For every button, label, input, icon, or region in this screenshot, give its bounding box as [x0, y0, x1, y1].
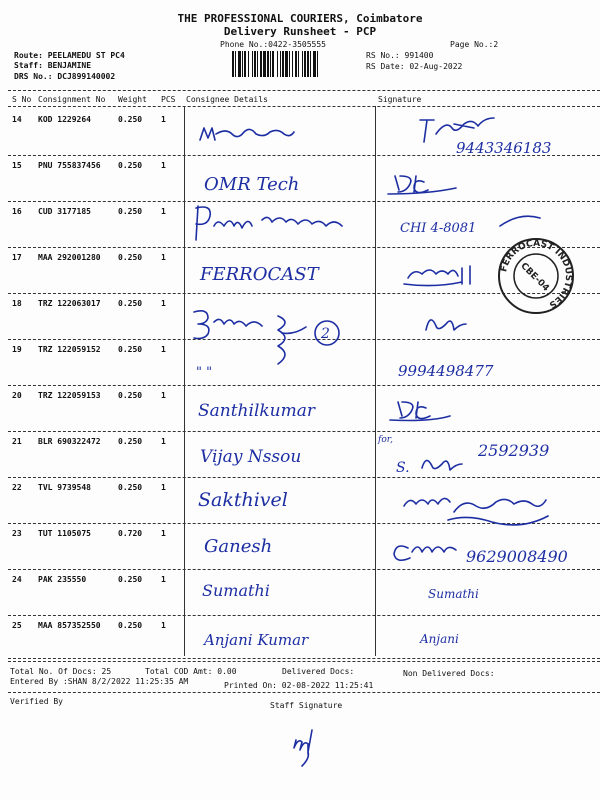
handwritten-signature-21	[377, 435, 549, 476]
page-number: Page No.:2	[450, 40, 499, 49]
row-weight: 0.250	[118, 161, 143, 170]
verified-by: Verified By	[10, 697, 63, 706]
handwritten-signature-23	[394, 546, 568, 566]
row-pcs: 1	[161, 115, 166, 124]
row-sno: 19	[12, 345, 22, 354]
barcode-bar	[242, 51, 243, 77]
row-sno: 21	[12, 437, 22, 446]
row-pcs: 1	[161, 207, 166, 216]
barcode-bar	[289, 51, 290, 77]
row-weight: 0.250	[118, 483, 143, 492]
row-pcs: 1	[161, 299, 166, 308]
row-pcs: 1	[161, 575, 166, 584]
row-consignment-no: TVL 9739548	[38, 483, 91, 492]
printed-on: Printed On: 02-08-2022 11:25:41	[224, 681, 374, 690]
barcode-bar	[292, 51, 293, 77]
row-sno: 16	[12, 207, 22, 216]
barcode-bar	[232, 51, 234, 77]
handwritten-consignee-17	[199, 264, 321, 285]
barcode-bar	[277, 51, 278, 77]
company-stamp	[496, 236, 576, 316]
row-divider	[8, 569, 600, 570]
barcode-bar	[313, 51, 316, 77]
handwritten-consignee-22	[198, 489, 288, 511]
barcode-bar	[263, 51, 266, 77]
svg-text:CHI 4-8081: CHI 4-8081	[400, 221, 477, 236]
row-consignment-no: TRZ 122059152	[38, 345, 101, 354]
svg-text:9994498477: 9994498477	[398, 362, 494, 380]
total-cod-amount: Total COD Amt: 0.00	[145, 667, 237, 676]
row-weight: 0.250	[118, 207, 143, 216]
signature-prefix-21: for,	[378, 435, 393, 445]
row-pcs: 1	[161, 391, 166, 400]
row-divider	[8, 523, 600, 524]
row-consignment-no: MAA 292001280	[38, 253, 101, 262]
handwritten-consignee-15	[204, 174, 299, 195]
handwritten-signature-15	[388, 176, 456, 194]
handwritten-consignee-19	[196, 365, 212, 380]
svg-text:2592939: 2592939	[478, 441, 550, 460]
column-rule-consignee	[184, 106, 185, 656]
row-divider	[8, 661, 600, 662]
row-sno: 24	[12, 575, 22, 584]
footer-bottom-divider	[8, 692, 600, 693]
stamp-inner-text: CBE-04	[518, 261, 551, 294]
svg-text:Santhilkumar: Santhilkumar	[198, 401, 316, 421]
handwritten-consignee-21	[200, 447, 301, 467]
row-consignment-no: PAK 235550	[38, 575, 87, 584]
handwritten-consignee-16	[196, 206, 342, 240]
handwritten-signature-20	[390, 402, 450, 421]
handwritten-signature-18	[380, 296, 466, 330]
row-weight: 0.250	[118, 621, 143, 630]
barcode-bar	[304, 51, 306, 77]
row-divider	[8, 431, 600, 432]
row-pcs: 1	[161, 437, 166, 446]
row-sno: 23	[12, 529, 22, 538]
row-sno: 22	[12, 483, 22, 492]
row-weight: 0.250	[118, 299, 143, 308]
col-head-consignee: Consignee Details	[186, 95, 268, 104]
entered-by: Entered By :SHAN 8/2/2022 11:25:35 AM	[10, 677, 189, 686]
row-sno: 25	[12, 621, 22, 630]
stamp-outer-text: FERROCAST INDUSTRIES	[499, 238, 574, 310]
row-divider	[8, 201, 600, 202]
svg-text:" ": " "	[196, 365, 213, 380]
row-pcs: 1	[161, 529, 166, 538]
route-label: Route: PEELAMEDU ST PC4	[14, 51, 125, 60]
col-head-consignment: Consignment No	[38, 95, 106, 104]
barcode-bar	[257, 51, 258, 77]
svg-text:Sumathi: Sumathi	[428, 587, 479, 601]
row-weight: 0.250	[118, 253, 143, 262]
barcode-image	[232, 51, 362, 77]
staff-signature-scribble	[294, 730, 312, 766]
row-pcs: 1	[161, 253, 166, 262]
non-delivered-docs: Non Delivered Docs:	[403, 669, 495, 678]
row-consignment-no: KOD 1229264	[38, 115, 91, 124]
svg-text:Anjani Kumar: Anjani Kumar	[204, 631, 309, 649]
barcode-bar	[244, 51, 246, 77]
col-head-weight: Weight	[118, 95, 147, 104]
circled-two-annotation: 2	[321, 326, 330, 342]
sheet-title: Delivery Runsheet - PCP	[223, 25, 377, 38]
svg-text:Anjani: Anjani	[420, 632, 459, 646]
barcode-bar	[295, 51, 297, 77]
row-sno: 15	[12, 161, 22, 170]
signature-phone-14: 9443346183	[456, 139, 552, 157]
barcode-bar	[272, 51, 274, 77]
phone-number: Phone No.:0422-3505555	[220, 40, 326, 49]
barcode-bar	[307, 51, 309, 77]
row-sno: 17	[12, 253, 22, 262]
row-weight: 0.250	[118, 345, 143, 354]
handwritten-consignee-25	[202, 631, 309, 649]
header-divider	[8, 90, 600, 91]
row-consignment-no: CUD 3177185	[38, 207, 91, 216]
col-head-pcs: PCS	[161, 95, 176, 104]
row-weight: 0.720	[118, 529, 143, 538]
handwritten-signature-14	[420, 118, 551, 157]
row-pcs: 1	[161, 621, 166, 630]
row-pcs: 1	[161, 161, 166, 170]
row-consignment-no: TUT 1105075	[38, 529, 91, 538]
row-weight: 0.250	[118, 437, 143, 446]
row-sno: 14	[12, 115, 22, 124]
barcode-bar	[248, 51, 249, 77]
barcode-bar	[302, 51, 303, 77]
barcode-bar	[238, 51, 241, 77]
barcode-bar	[254, 51, 256, 77]
barcode-bar	[267, 51, 269, 77]
barcode-bar	[260, 51, 262, 77]
staff-label: Staff: BENJAMINE	[14, 61, 92, 70]
barcode-bar	[252, 51, 253, 77]
barcode-bar	[298, 51, 299, 77]
row-weight: 0.250	[118, 391, 143, 400]
barcode-bar	[317, 51, 318, 77]
row-pcs: 1	[161, 345, 166, 354]
handwritten-consignee-14	[200, 128, 294, 140]
svg-text:Ganesh: Ganesh	[204, 536, 273, 557]
footer-divider	[8, 658, 600, 659]
row-pcs: 1	[161, 483, 166, 492]
staff-signature-label: Staff Signature	[270, 701, 343, 710]
col-head-sno: S No	[12, 95, 32, 104]
handwritten-signature-24	[428, 587, 479, 601]
delivered-docs: Delivered Docs:	[282, 667, 355, 676]
row-divider	[8, 155, 600, 156]
row-sno: 20	[12, 391, 22, 400]
svg-text:OMR Tech: OMR Tech	[204, 174, 300, 195]
barcode-bar	[235, 51, 236, 77]
row-divider	[8, 615, 600, 616]
row-consignment-no: TRZ 122063017	[38, 299, 101, 308]
row-sno: 18	[12, 299, 22, 308]
rs-date: RS Date: 02-Aug-2022	[366, 62, 463, 71]
barcode-bar	[280, 51, 281, 77]
row-consignment-no: PNU 755837456	[38, 161, 101, 170]
column-rule-signature	[375, 106, 376, 656]
barcode-bar	[285, 51, 288, 77]
svg-text:Vijay Nssou: Vijay Nssou	[200, 447, 302, 467]
row-weight: 0.250	[118, 115, 143, 124]
svg-text:Sakthivel: Sakthivel	[198, 489, 288, 511]
row-divider	[8, 339, 600, 340]
signature-initial-21: S.	[396, 460, 410, 476]
svg-text:FERROCAST: FERROCAST	[200, 264, 319, 285]
svg-text:9629008490: 9629008490	[466, 547, 568, 566]
row-consignment-no: TRZ 122059153	[38, 391, 101, 400]
handwritten-consignee-18	[194, 311, 339, 364]
row-consignment-no: MAA 857352550	[38, 621, 101, 630]
total-docs: Total No. Of Docs: 25	[10, 667, 112, 676]
row-consignment-no: BLR 690322472	[38, 437, 101, 446]
handwritten-consignee-20	[198, 401, 316, 421]
barcode-bar	[310, 51, 311, 77]
handwritten-signature-19	[398, 362, 494, 380]
handwritten-signature-22	[404, 498, 548, 524]
handwritten-signature-25	[419, 632, 459, 646]
rs-number: RS No.: 991400	[366, 51, 434, 60]
row-divider	[8, 385, 600, 386]
handwritten-consignee-23	[204, 536, 272, 557]
svg-text:Sumathi: Sumathi	[202, 581, 270, 600]
row-divider	[8, 477, 600, 478]
handwritten-consignee-24	[202, 581, 270, 600]
barcode-bar	[282, 51, 284, 77]
company-title: THE PROFESSIONAL COURIERS, Coimbatore	[177, 12, 423, 25]
col-head-signature: Signature	[378, 95, 422, 104]
row-weight: 0.250	[118, 575, 143, 584]
handwritten-signature-16	[400, 216, 540, 236]
barcode-bar	[270, 51, 271, 77]
table-head-divider	[8, 106, 600, 107]
handwritten-signature-17	[404, 266, 470, 286]
drs-number: DRS No.: DCJ899140002	[14, 72, 116, 81]
